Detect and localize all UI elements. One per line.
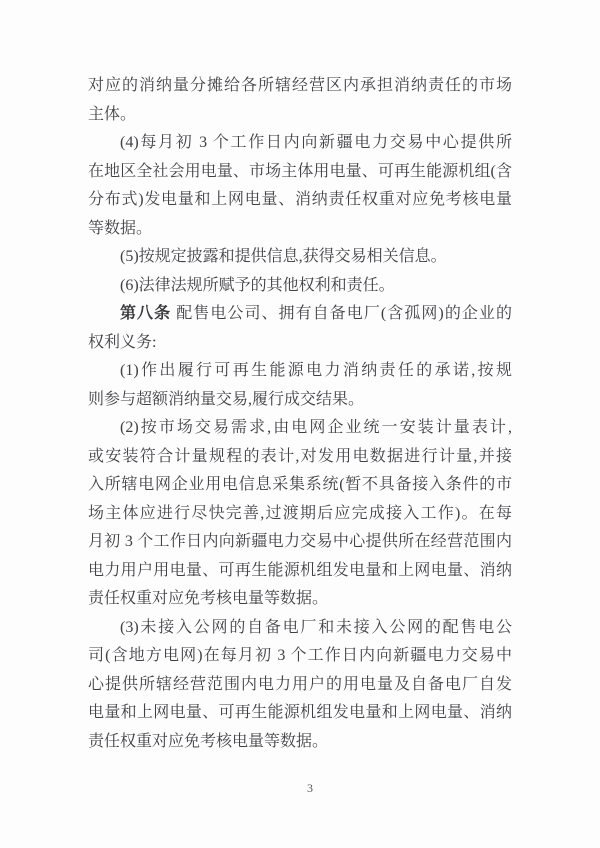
- text-line: 月初 3 个工作日内向新疆电力交易中心提供所在经营范围内: [88, 533, 512, 550]
- text-line: 则参与超额消纳量交易,履行成交结果。: [88, 390, 365, 408]
- text-line: 场主体应进行尽快完善,过渡期后应完成接入工作)。在每: [88, 504, 512, 522]
- text-line: 第八条 配售电公司、拥有自备电厂(含孤网)的企业的: [120, 305, 512, 322]
- article-number: 第八条: [120, 305, 172, 322]
- text-line: (4)每月初 3 个工作日内向新疆电力交易中心提供所: [120, 134, 512, 151]
- text-line: 或安装符合计量规程的表计,对发用电数据进行计量,并接: [88, 447, 512, 465]
- text-line: 心提供所辖经营范围内电力用户的用电量及自备电厂自发: [88, 675, 512, 693]
- text-line: 电量和上网电量、可再生能源机组发电量和上网电量、消纳: [88, 704, 512, 721]
- text-line: 权利义务:: [88, 333, 157, 351]
- text-line: 对应的消纳量分摊给各所辖经营区内承担消纳责任的市场: [88, 77, 512, 94]
- text-line: 分布式)发电量和上网电量、消纳责任权重对应免考核电量: [88, 191, 512, 208]
- text-line: 等数据。: [88, 219, 153, 237]
- text-line: 司(含地方电网)在每月初 3 个工作日内向新疆电力交易中: [88, 647, 512, 664]
- text-line: 责任权重对应免考核电量等数据。: [88, 590, 329, 607]
- text-line: (5)按规定披露和提供信息,获得交易相关信息。: [120, 248, 447, 265]
- text-line: (3)未接入公网的自备电厂和未接入公网的配售电公: [120, 618, 512, 636]
- text-line: (1)作出履行可再生能源电力消纳责任的承诺,按规: [120, 362, 512, 379]
- text-line: 主体。: [88, 105, 137, 123]
- page-number: 3: [307, 781, 313, 795]
- text-line: 入所辖电网企业用电信息采集系统(暂不具备接入条件的市: [88, 476, 512, 493]
- text-line: 责任权重对应免考核电量等数据。: [88, 732, 329, 750]
- text-line: 在地区全社会用电量、市场主体用电量、可再生能源机组(含: [88, 162, 512, 180]
- text-line: (6)法律法规所赋予的其他权利和责任。: [120, 276, 395, 294]
- text-line: 电力用户用电量、可再生能源机组发电量和上网电量、消纳: [88, 561, 512, 579]
- document-body: [88, 72, 512, 756]
- text-line: (2)按市场交易需求,由电网企业统一安装计量表计,: [120, 419, 512, 436]
